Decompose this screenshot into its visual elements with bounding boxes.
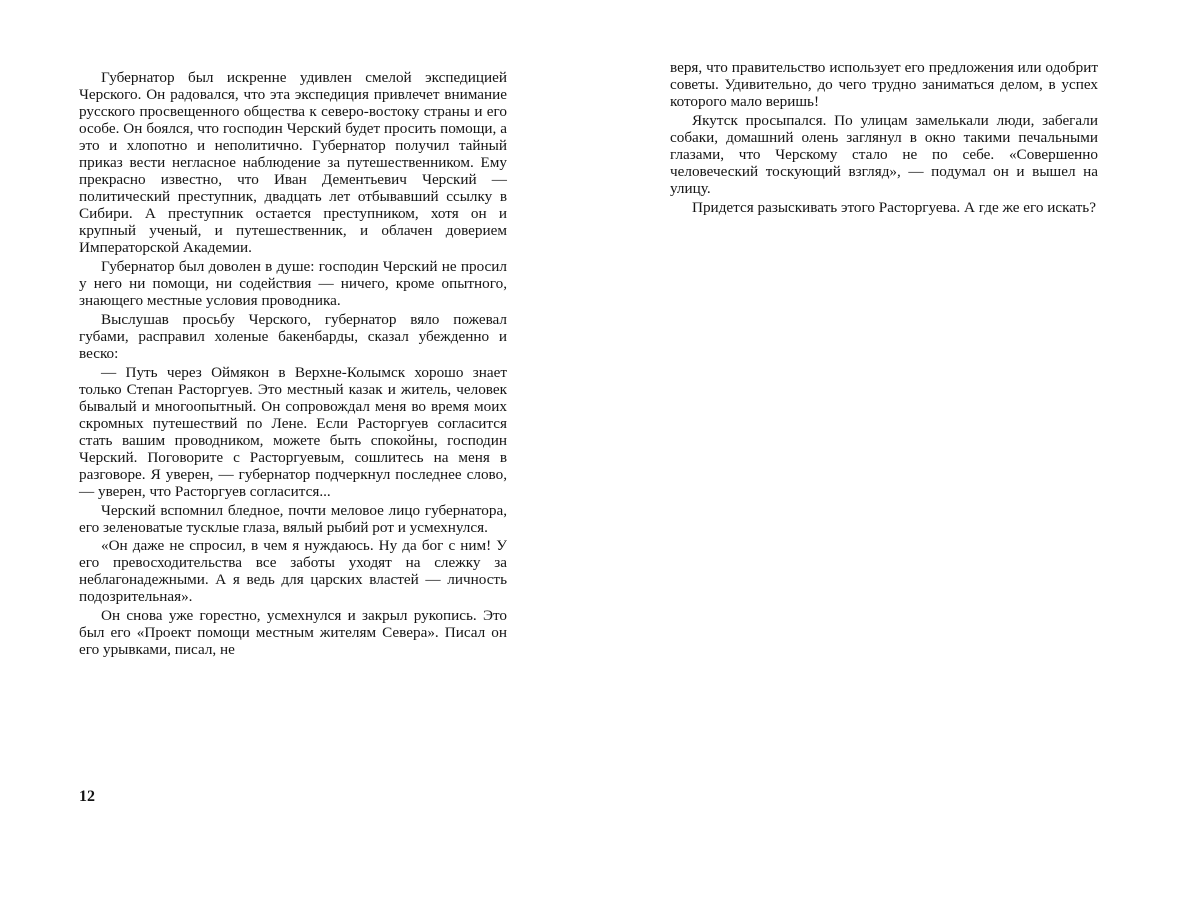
- left-page-text: [79, 69, 507, 660]
- page-number: 12: [79, 788, 95, 806]
- paragraph: Черский вспомнил бледное, почти меловое лицо губернатора, его зеленоватые тусклые глаза, вялый рыбий рот и усмехнулся.: [79, 502, 507, 536]
- paragraph: Он снова уже горестно, усмехнулся и закрыл рукопись. Это был его «Проект помощи местным жителям Севера». Писал он его урывками, писал, не: [79, 607, 507, 658]
- paragraph: Придется разыскивать этого Расторгуева. А где же его искать?: [670, 199, 1098, 216]
- right-page: [600, 0, 1200, 903]
- paragraph: Якутск просыпался. По улицам замелькали люди, забегали собаки, домашний олень заглянул в окно такими печальными глазами, что Черскому стало не по себе. «Совершенно человеческий тоскующий взгляд», — подумал он и вышел на улицу.: [670, 112, 1098, 197]
- paragraph: Губернатор был искренне удивлен смелой экспедицией Черского. Он радовался, что эта экспедиция привлечет внимание русского просвещенного общества к северо-востоку страны и его особе. Он боялся, что господин Черский будет просить помощи, а это и хлопотно и неполитично. Губернатор получил тайный приказ вести негласное наблюдение за путешественником. Ему прекрасно известно, что Иван Дементьевич Черский — политический преступник, двадцать лет отбывавший ссылку в Сибири. А преступник остается преступником, хотя он и крупный ученый, и путешественник, и облачен доверием Императорской Академии.: [79, 69, 507, 257]
- paragraph: — Путь через Оймякон в Верхне-Колымск хорошо знает только Степан Расторгуев. Это местный казак и житель, человек бывалый и многоопытный. Он сопровождал меня во время моих скромных путешествий по Лене. Если Расторгуев согласится стать вашим проводником, можете быть спокойны, господин Черский. Поговорите с Расторгуевым, сошлитесь на меня в разговоре. Я уверен, — губернатор подчеркнул последнее слово, — уверен, что Расторгуев согласится...: [79, 364, 507, 500]
- paragraph: Губернатор был доволен в душе: господин Черский не просил у него ни помощи, ни содействия — ничего, кроме опытного, знающего местные условия проводника.: [79, 258, 507, 309]
- paragraph-continuation: веря, что правительство использует его предложения или одобрит советы. Удивительно, до чего трудно заниматься делом, в успех которого мало веришь!: [670, 59, 1098, 110]
- left-page: [0, 0, 600, 903]
- paragraph: Выслушав просьбу Черского, губернатор вяло пожевал губами, расправил холеные бакенбарды, сказал убежденно и веско:: [79, 311, 507, 362]
- paragraph: «Он даже не спросил, в чем я нуждаюсь. Ну да бог с ним! У его превосходительства все заботы уходят на слежку за неблагонадежными. А я ведь для царских властей — личность подозрительная».: [79, 537, 507, 605]
- right-page-text: [670, 59, 1098, 217]
